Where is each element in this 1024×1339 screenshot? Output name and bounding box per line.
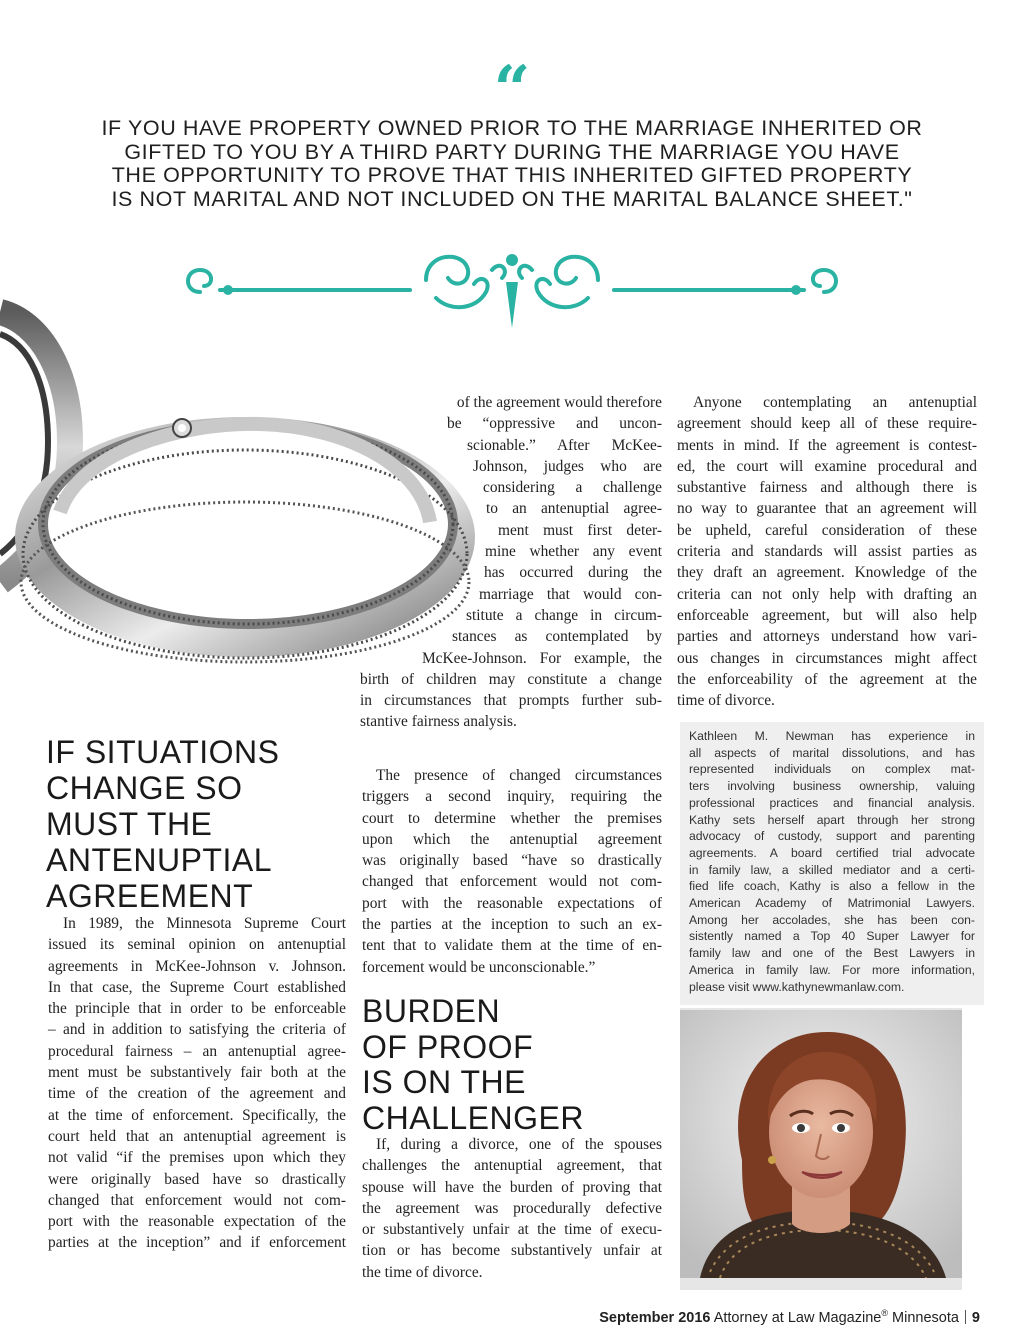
- text-line: port with the reasonable expectations of: [362, 894, 662, 912]
- text-line: agreement should keep all of these require-: [677, 415, 977, 433]
- text-line: challenges the antenuptial agreement, that: [362, 1157, 662, 1175]
- text-line: stances as contemplated by: [452, 628, 662, 646]
- text-line: upon which the antenuptial agreement: [362, 830, 662, 848]
- bio-line: all aspects of marital dissolutions, and has: [689, 745, 975, 760]
- text-line: not valid “if the premises upon which they: [48, 1149, 346, 1167]
- text-line: In that case, the Supreme Court established: [48, 978, 346, 996]
- text-line: ed, the court will examine procedural and: [677, 457, 977, 475]
- text-line: tion or has become substantively unfair at: [362, 1242, 662, 1260]
- text-line: changed that enforcement would not com-: [48, 1191, 346, 1209]
- text-line: criteria and standards will assist parties as: [677, 543, 977, 561]
- text-line: stitute a change in circum-: [466, 606, 662, 624]
- text-line: – and in addition to satisfying the criteria of: [48, 1021, 346, 1039]
- text-line: ments in mind. If the agreement is contest-: [677, 436, 977, 454]
- text-line: scionable.” After McKee-: [467, 436, 662, 454]
- text-line: time of the creation of the agreement and: [48, 1085, 346, 1103]
- text-line: McKee-Johnson. For example, the: [422, 649, 662, 667]
- text-line: port with the reasonable expectation of the: [48, 1213, 346, 1231]
- bio-line: please visit www.kathynewmanlaw.com.: [689, 979, 905, 994]
- heading-line: CHALLENGER: [362, 1099, 584, 1136]
- text-line: changed that enforcement would not com-: [362, 873, 662, 891]
- text-line: birth of children may constitute a change: [360, 670, 662, 688]
- right-column: [677, 392, 977, 711]
- section-heading-center: [362, 994, 662, 1136]
- bio-line: professional practices and financial analysis.: [689, 795, 975, 810]
- author-portrait-image: [680, 1010, 962, 1278]
- text-line: agreements in McKee-Johnson v. Johnson.: [48, 957, 346, 975]
- text-line: the parties at the inception to such an ex-: [362, 916, 662, 934]
- pull-quote: IF YOU HAVE PROPERTY OWNED PRIOR TO THE MARRIAGE INHERITED OR GIFTED TO YOU BY A THIRD PARTY DURING THE MARRIAGE YOU HAVE THE OPPORTUNITY TO PROVE THAT THIS INHERITED GIFTED PROPERTY IS NOT MARITAL AND NOT INCLUDED ON THE MARITAL BALANCE SHEET.": [101, 116, 923, 211]
- section-heading-left: [46, 734, 346, 914]
- text-line: the time of divorce.: [362, 1263, 483, 1281]
- text-line: parties and attorneys understand how vari-: [677, 628, 977, 646]
- text-line: at the time of enforcement. Specifically, the: [48, 1106, 346, 1124]
- text-line: spouse will have the burden of proving that: [362, 1178, 662, 1196]
- text-line: If, during a divorce, one of the spouses: [376, 1136, 662, 1153]
- footer-magazine: Attorney at Law Magazine: [713, 1309, 882, 1326]
- text-line: ment must first deter-: [498, 521, 662, 539]
- text-line: considering a challenge: [483, 479, 662, 497]
- bio-line: Kathy sets herself apart through her strong: [689, 812, 975, 827]
- center-column-top: [360, 392, 662, 733]
- text-line: enforceable agreement, but will also help: [677, 606, 977, 624]
- center-column-paragraph: [362, 765, 662, 978]
- text-line: issued its seminal opinion on antenuptial: [48, 936, 346, 954]
- text-line: were originally based have so drastically: [48, 1170, 346, 1188]
- text-line: the agreement was procedurally defective: [362, 1199, 662, 1217]
- text-line: mine whether any event: [485, 543, 662, 561]
- text-line: the principle that in order to be enforceable: [48, 1000, 346, 1018]
- heading-line: IS ON THE: [362, 1064, 526, 1100]
- text-line: criteria can not only help with drafting an: [677, 585, 977, 603]
- text-line: triggers a second inquiry, requiring the: [362, 788, 662, 806]
- heading-line: BURDEN: [362, 993, 501, 1029]
- text-line: tent that to validate them at the time of en-: [362, 937, 662, 955]
- bio-line: advocacy of custody, support and parenting: [689, 829, 975, 844]
- page-footer: [0, 1308, 980, 1326]
- heading-line: IF SITUATIONS: [46, 734, 280, 770]
- text-line: procedural fairness – an antenuptial agree-: [48, 1042, 346, 1060]
- text-line: forcement would be unconscionable.”: [362, 958, 596, 976]
- text-line: be upheld, careful consideration of these: [677, 521, 977, 539]
- text-line: substantive fairness and although there is: [677, 479, 977, 497]
- bio-line: ters involving business ownership, valuing: [689, 779, 975, 794]
- text-line: be “oppressive and uncon-: [447, 415, 662, 433]
- text-line: stantive fairness analysis.: [360, 713, 517, 731]
- text-line: of the agreement would therefore: [456, 394, 662, 411]
- text-line: The presence of changed circumstances: [376, 767, 662, 784]
- left-column: [48, 913, 346, 1254]
- text-line: Johnson, judges who are: [473, 457, 662, 475]
- bio-line: Kathleen M. Newman has experience in: [689, 729, 975, 743]
- text-line: parties at the inception” and if enforcement: [48, 1234, 346, 1252]
- text-line: In 1989, the Minnesota Supreme Court: [63, 915, 346, 932]
- text-line: to an antenuptial agree-: [486, 500, 662, 518]
- text-line: no way to guarantee that an agreement will: [677, 500, 977, 518]
- center-column-bottom: [362, 1134, 662, 1283]
- text-line: they draft an agreement. Knowledge of the: [677, 564, 977, 582]
- bio-line: agreements. A board certified trial advocate: [689, 845, 975, 860]
- registered-mark: ®: [881, 1308, 888, 1318]
- bio-line: Among her accolades, she has been con-: [689, 912, 975, 927]
- bio-line: in family law, a skilled mediator and a certi-: [689, 862, 975, 877]
- heading-line: ANTENUPTIAL: [46, 842, 272, 878]
- heading-line: MUST THE: [46, 806, 213, 842]
- text-line: was originally based “have so drastically: [362, 852, 662, 870]
- text-line: has occurred during the: [484, 564, 662, 582]
- bio-line: fied life coach, Kathy is also a fellow in the: [689, 879, 975, 894]
- text-line: ous changes in circumstances might affect: [677, 649, 977, 667]
- bio-line: America in family law. For more information,: [689, 962, 975, 977]
- bio-line: represented individuals on complex mat-: [689, 762, 975, 777]
- text-line: court to determine whether the premises: [362, 809, 662, 827]
- footer-date: September 2016: [599, 1309, 711, 1326]
- text-line: in circumstances that prompts further sub-: [360, 692, 662, 710]
- author-bio: [680, 722, 984, 1005]
- quote-mark-icon: “: [493, 52, 531, 127]
- heading-line: AGREEMENT: [46, 878, 254, 914]
- footer-edition: Minnesota: [892, 1309, 959, 1326]
- bio-line: family law and one of the Best Lawyers in: [689, 946, 975, 961]
- text-line: time of divorce.: [677, 692, 775, 710]
- text-line: court held that an antenuptial agreement is: [48, 1127, 346, 1145]
- page-number: 9: [971, 1309, 980, 1326]
- footer-divider: [965, 1310, 966, 1324]
- author-photo-frame: [680, 1008, 962, 1290]
- bio-line: American Academy of Matrimonial Lawyers.: [689, 896, 975, 911]
- text-line: ment must be substantively fair both at the: [48, 1064, 346, 1082]
- heading-line: CHANGE SO: [46, 770, 243, 806]
- heading-line: OF PROOF: [362, 1028, 534, 1065]
- text-line: marriage that would con-: [479, 585, 662, 603]
- bio-line: sistently named a Top 40 Super Lawyer for: [689, 929, 975, 944]
- text-line: Anyone contemplating an antenuptial: [693, 394, 977, 411]
- text-line: or substantively unfair at the time of execu-: [362, 1221, 662, 1239]
- text-line: the enforceability of the agreement at the: [677, 670, 977, 688]
